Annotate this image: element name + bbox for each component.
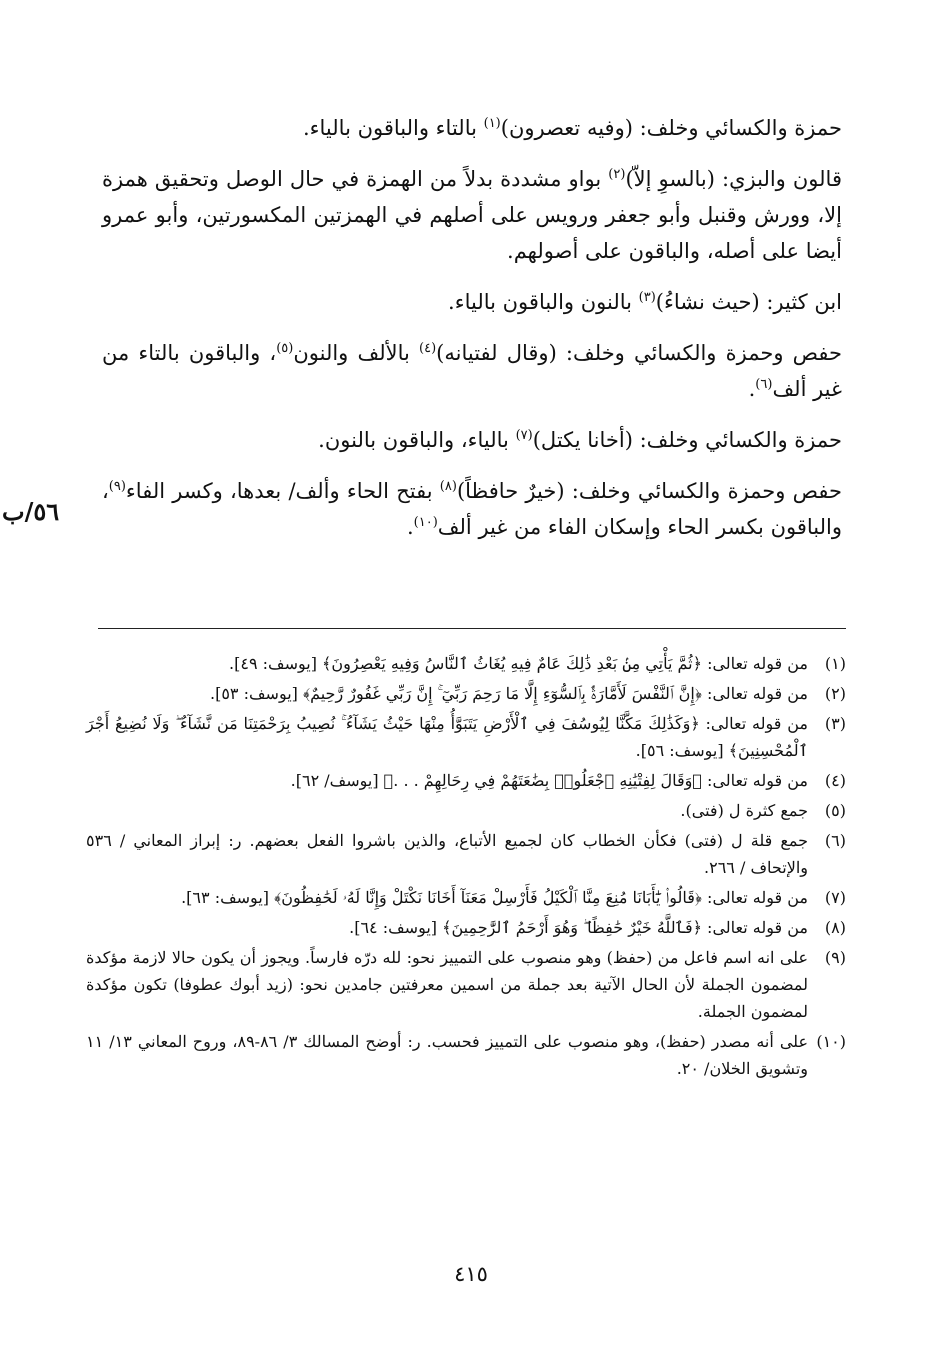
paragraph-text: قالون والبزي: (بالسوِ إلاّ) bbox=[625, 167, 842, 191]
footnote-text: على انه اسم فاعل من (حفظ) وهو منصوب على التمييز نحو: لله درّه فارساً. ويجوز أن يكون حالا لازمة مؤكدة لمضمون الجملة لأن الحال الآتية بعد جملة من اسمين معرفتين جامدين نحو: (زيد أبوك عطوفا) تكون مؤكدة لمضمون الجملة. bbox=[86, 948, 808, 1021]
paragraph-text: بالألف والنون bbox=[293, 341, 420, 365]
footnote-ref[interactable]: (٤) bbox=[419, 341, 437, 356]
paragraph-text: حفص وحمزة والكسائي وخلف: (خيرٌ حافظاً) bbox=[456, 479, 842, 503]
footnote-text: جمع قلة ل (فتى) فكأن الخطاب كان لجميع الأتباع، والذين باشروا الفعل بعضهم. ر: إبراز المعاني / ٥٣٦ والإتحاف / ٢٦٦. bbox=[86, 831, 808, 877]
paragraph-text: حمزة والكسائي وخلف: (وفيه تعصرون) bbox=[500, 116, 842, 140]
footnote-ref[interactable]: (٥) bbox=[276, 341, 294, 356]
footnote-number: (٥) bbox=[824, 801, 846, 820]
footnote bbox=[86, 827, 846, 881]
paragraph-text: . bbox=[748, 377, 756, 401]
footnote-ref[interactable]: (٦) bbox=[755, 377, 773, 392]
paragraph-text: ، والباقون بالتاء من غير ألف bbox=[102, 341, 842, 401]
paragraph-text: بالياء، والباقون بالنون. bbox=[318, 428, 516, 452]
footnote-ref[interactable]: (٨) bbox=[439, 479, 457, 494]
footnote-text: من قوله تعالى: ﴿وَكَذَٰلِكَ مَكَّنَّا لِيُوسُفَ فِي ٱلْأَرْضِ يَتَبَوَّأُ مِنْهَا حَيْثُ يَشَآءُ ۚ نُصِيبُ بِرَحْمَتِنَا مَن نَّشَآءُ ۖ وَلَا نُضِيعُ أَجْرَ ٱلْمُحْسِنِينَ﴾ [يوسف: ٥٦]. bbox=[86, 714, 808, 760]
footnote-ref[interactable]: (١٠) bbox=[413, 515, 438, 530]
paragraph-text: بالنون والباقون بالياء. bbox=[448, 290, 639, 314]
footnote-number: (١٠) bbox=[816, 1032, 846, 1051]
footnote-text: من قوله تعالى: ﴿إِنَّ ٱلنَّفْسَ لَأَمَّارَةٌۢ بِٱلسُّوٓءِ إِلَّا مَا رَحِمَ رَبِّيٓ ۚ إِنَّ رَبِّي غَفُورٌ رَّحِيمٌ﴾ [يوسف: ٥٣]. bbox=[209, 684, 808, 703]
footnote bbox=[86, 680, 846, 707]
paragraph-text: ابن كثير: (حيث نشاءُ) bbox=[655, 290, 842, 314]
footnote-number: (٢) bbox=[824, 684, 846, 703]
footnote-text: على أنه مصدر (حفظ)، وهو منصوب على التمييز فحسب. ر: أوضح المسالك ٣/ ٨٦-٨٩، وروح المعاني ١٣/ ١١ وتشويق الخلان/ ٢٠. bbox=[86, 1032, 808, 1078]
footnote-ref[interactable]: (١) bbox=[483, 116, 501, 131]
footnote bbox=[86, 944, 846, 1025]
main-text bbox=[102, 110, 842, 560]
paragraph-text: . bbox=[406, 515, 414, 539]
paragraph-text: ، والباقون بكسر الحاء وإسكان الفاء من غير ألف bbox=[102, 479, 842, 539]
footnote bbox=[86, 914, 846, 941]
paragraph-5 bbox=[102, 422, 842, 458]
footnote-ref[interactable]: (٣) bbox=[638, 290, 656, 305]
footnote-number: (٦) bbox=[824, 831, 846, 850]
paragraph-3 bbox=[102, 284, 842, 320]
footnote bbox=[86, 710, 846, 764]
paragraph-1 bbox=[102, 110, 842, 146]
footnote-number: (٤) bbox=[824, 771, 846, 790]
footnote-text: من قوله تعالى: ﴿فَٱللَّهُ خَيْرٌ حَٰفِظًا ۖ وَهُوَ أَرْحَمُ ٱلرَّٰحِمِينَ﴾ [يوسف: ٦٤]. bbox=[349, 918, 808, 937]
paragraph-4 bbox=[102, 335, 842, 407]
footnote bbox=[86, 650, 846, 677]
paragraph-6 bbox=[102, 473, 842, 545]
footnote-number: (١) bbox=[824, 654, 846, 673]
footnote bbox=[86, 1028, 846, 1082]
footnote-divider bbox=[98, 628, 846, 629]
footnote bbox=[86, 884, 846, 911]
paragraph-text: بفتح الحاء وألف/ بعدها، وكسر الفاء bbox=[125, 479, 440, 503]
footnote bbox=[86, 767, 846, 794]
footnote-ref[interactable]: (٢) bbox=[608, 167, 626, 182]
page-number: ٤١٥ bbox=[454, 1262, 488, 1286]
footnote-number: (٩) bbox=[824, 948, 846, 967]
footnote-ref[interactable]: (٧) bbox=[515, 428, 533, 443]
paragraph-text: بالتاء والباقون بالياء. bbox=[302, 116, 484, 140]
paragraph-text: حمزة والكسائي وخلف: (أخانا يكتل) bbox=[532, 428, 842, 452]
footnote bbox=[86, 797, 846, 824]
footnote-text: من قوله تعالى: ﴿ثُمَّ يَأْتِي مِنۢ بَعْدِ ذَٰلِكَ عَامٌ فِيهِ يُغَاثُ ٱلنَّاسُ وَفِيهِ يَعْصِرُونَ﴾ [يوسف: ٤٩]. bbox=[229, 654, 808, 673]
footnote-ref[interactable]: (٩) bbox=[108, 479, 126, 494]
paragraph-text: بواو مشددة بدلاً من الهمزة في حال الوصل وتحقيق همزة إلا، وورش وقنبل وأبو جعفر ورويس على أصلهم في الهمزتين المكسورتين، وأبو عمرو أيضا على أصله، والباقون على أصولهم. bbox=[102, 167, 842, 263]
footnote-number: (٧) bbox=[824, 888, 846, 907]
footnote-text: جمع كثرة ل (فتى). bbox=[680, 801, 808, 820]
footnote-number: (٨) bbox=[824, 918, 846, 937]
margin-folio-note: ٥٦/ب bbox=[2, 497, 60, 526]
footnote-number: (٣) bbox=[824, 714, 846, 733]
footnote-text: من قوله تعالى: ﴿وَقَالَ لِفِتْيَٰنِهِ ٱجْعَلُوا۟ بِضَٰعَتَهُمْ فِي رِحَالِهِمْ . . .﴾ [يوسف/ ٦٢]. bbox=[290, 771, 808, 790]
footnotes bbox=[86, 650, 846, 1085]
paragraph-2 bbox=[102, 161, 842, 269]
footnote-text: من قوله تعالى: ﴿قَالُوا۟ يَٰٓأَبَانَا مُنِعَ مِنَّا ٱلْكَيْلُ فَأَرْسِلْ مَعَنَآ أَخَانَا نَكْتَلْ وَإِنَّا لَهُۥ لَحَٰفِظُونَ﴾ [يوسف: ٦٣]. bbox=[181, 888, 808, 907]
paragraph-text: حفص وحمزة والكسائي وخلف: (وقال لفتيانه) bbox=[436, 341, 842, 365]
